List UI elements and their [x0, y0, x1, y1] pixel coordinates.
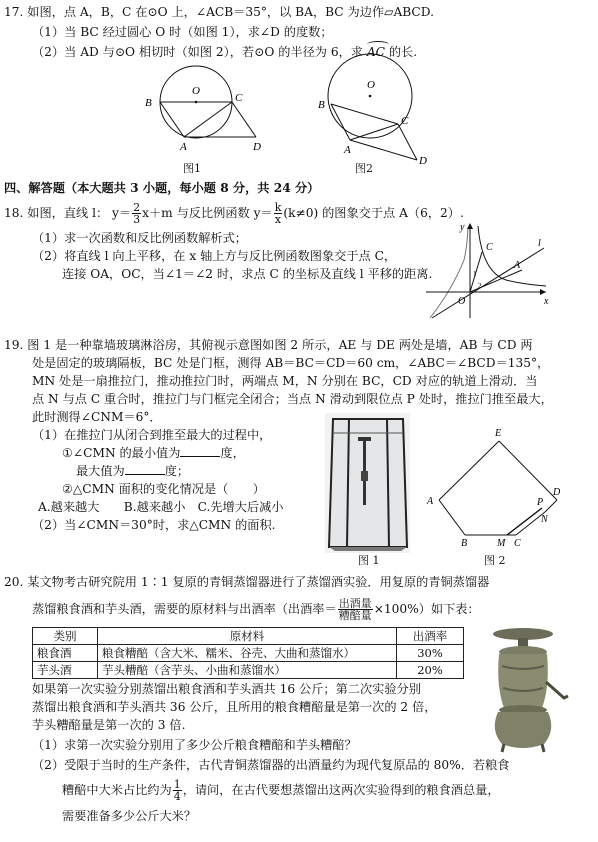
q17-fig2-caption: 图2 [355, 162, 373, 175]
q19-q1b-post: 度； [164, 464, 190, 478]
q20-cell: 芋头糟醅（含芋头、小曲和蒸馏水） [98, 662, 397, 679]
q18-point-c: C [486, 242, 493, 253]
fig2-label-c: C [401, 115, 409, 127]
q18-stem-c: (k≠0) 的图象交于点 A（6，2）. [283, 206, 464, 220]
q20-line2 [32, 594, 480, 624]
q20-line1: 20. 某文物考古研究院用 1∶1 复原的青铜蒸馏器进行了蒸馏酒实验．用复原的青铜蒸馏器 [4, 575, 490, 589]
q18-angle-2: 2 [478, 282, 482, 290]
q17-part2-end: 的长. [388, 45, 418, 59]
q18-frac-k-x [274, 202, 283, 225]
q18-axis-y: y [460, 222, 465, 233]
q20-table [32, 627, 464, 679]
section-4-title: 四、解答题（本大题共 3 小题，每小题 8 分，共 24 分） [4, 181, 320, 195]
q17-arc-mark [367, 41, 389, 48]
fig2-label-b: B [318, 99, 325, 111]
q18-part1: （1）求一次函数和反比例函数解析式； [32, 231, 247, 245]
q19-fig2-label-p: P [537, 497, 544, 508]
q20-cell: 粮食糟醅（含大米、糯米、谷壳、大曲和蒸馏水） [98, 645, 397, 662]
q20-line2-a: 蒸馏粮食酒和芋头酒，需要的原材料与出酒率（出酒率＝ [32, 602, 337, 616]
q19-fig2-label-m: M [497, 538, 506, 549]
q19-fig1-caption: 图 1 [358, 554, 380, 567]
q19-q1b [76, 463, 189, 479]
q20-th-material: 原材料 [98, 628, 397, 645]
q20-q2b-den: 4 [173, 790, 181, 803]
q20-line3: 如果第一次实验分别蒸馏出粮食酒和芋头酒共 16 公斤；第二次实验分别 [32, 682, 421, 696]
q19-q1b-pre: 最大值为 [76, 464, 125, 478]
q19-line1: 19. 图 1 是一种靠墙玻璃淋浴房，其俯视示意图如图 2 所示，AE 与 DE 两处是墙，AB 与 CD 两 [4, 338, 533, 352]
fig1-label-b: B [145, 97, 152, 109]
q20-q1: （1）求第一次实验分别用了多少公斤粮食糟醅和芋头糟醅？ [32, 738, 357, 752]
q17-figure-1 [140, 64, 280, 174]
q19-line5: 此时测得∠CNM＝6°． [32, 410, 162, 424]
q20-cell: 20% [397, 662, 464, 679]
q17-part1: （1）当 BC 经过圆心 O 时（如图 1），求∠D 的度数； [32, 25, 333, 39]
q19-line2: 处是固定的玻璃隔板，BC 处是门框，测得 AB＝BC＝CD＝60 cm，∠ABC＝∠BCD＝135°， [32, 356, 550, 370]
q19-fig2-caption: 图 2 [484, 554, 506, 567]
q19-blank-max[interactable] [125, 463, 165, 475]
q20-line4: 蒸馏出粮食酒和芋头酒共 36 公斤，且所用的粮食糟醅量是第一次的 2 倍， [32, 700, 437, 714]
q18-frac1-num: 2 [133, 201, 141, 214]
q20-table-header [33, 628, 464, 645]
fig1-label-d: D [253, 141, 261, 153]
q18-point-a: A [514, 260, 521, 271]
q18-angle-1: 1 [473, 270, 477, 278]
q20-q2b [62, 776, 500, 804]
q20-frac-den: 糟醅量 [338, 609, 372, 622]
q20-q2b-post: ，请问，在古代要想蒸馏出这两次实验得到的粮食酒总量， [182, 783, 500, 797]
q19-fig2-label-d: D [553, 487, 561, 498]
q20-q2b-pre: 糟醅中大米占比约为 [62, 783, 172, 797]
q20-th-rate: 出酒率 [397, 628, 464, 645]
q19-options: A.越来越大 B.越来越小 C.先增大后减小 [38, 500, 284, 514]
fig1-label-a: A [180, 141, 187, 153]
fig1-label-o: O [192, 85, 200, 97]
fig2-label-d: D [419, 155, 427, 167]
q20-cell: 芋头酒 [33, 662, 98, 679]
q19-q1a-pre: ①∠CMN 的最小值为 [62, 446, 181, 460]
q18-part2a: （2）将直线 l 向上平移，在 x 轴上方与反比例函数图象交于点 C， [32, 249, 397, 263]
q17-fig1-caption: 图1 [183, 162, 201, 175]
q19-fig2-label-c: C [514, 538, 521, 549]
q19-q2: （2）当∠CMN＝30°时，求△CMN 的面积. [32, 518, 276, 532]
q17-figure-2 [315, 52, 475, 167]
q19-figure-2 [425, 425, 565, 553]
q20-q2: （2）受限于当时的生产条件，古代青铜蒸馏器的出酒量约为现代复原品的 80%．若粮食 [32, 758, 510, 772]
q19-fig2-label-n: N [541, 514, 548, 525]
q19-q1a [62, 445, 245, 461]
q19-fig2-label-b: B [461, 538, 468, 549]
q17-stem: 17. 如图，点 A，B，C 在⊙O 上，∠ACB＝35°，以 BA，BC 为边作▱ABCD. [4, 5, 434, 19]
q18-stem-b: x＋m 与反比例函数 y＝ [142, 206, 273, 220]
q18-axis-x: x [544, 296, 549, 307]
q18-stem-a: 18. 如图，直线 l： y＝ [4, 206, 132, 220]
q20-cell: 30% [397, 645, 464, 662]
q18-frac2-den: x [274, 213, 282, 226]
q20-q2b-num: 1 [173, 778, 181, 791]
q19-q1c: ②△CMN 面积的变化情况是（ ） [62, 482, 265, 496]
q18-frac-2-3 [132, 202, 141, 225]
q20-frac-num: 出酒量 [338, 597, 372, 610]
q18-part2b: 连接 OA，OC，当∠1＝∠2 时，求点 C 的坐标及直线 l 平移的距离. [62, 267, 433, 281]
q20-frac-1-4 [173, 779, 182, 802]
q18-frac2-num: k [274, 201, 282, 214]
fig2-label-a: A [344, 144, 351, 156]
q20-cell: 粮食酒 [33, 645, 98, 662]
q19-shower-photo [325, 413, 410, 553]
fig2-label-o: O [367, 79, 375, 91]
q19-line4: 点 N 与点 C 重合时，推拉门与门框完全闭合；当点 N 滑动到限位点 P 处时，推拉门推至最大， [32, 392, 553, 406]
table-row [33, 645, 464, 662]
q20-q2c: 需要准备多少公斤大米？ [62, 809, 197, 823]
q18-stem [4, 201, 464, 225]
table-row [33, 662, 464, 679]
q18-origin: O [458, 296, 466, 307]
q20-bronze-distiller-photo [468, 626, 578, 754]
q19-fig2-label-e: E [495, 428, 502, 439]
q18-frac1-den: 3 [133, 213, 141, 226]
q19-line3: MN 处是一扇推拉门，推动推拉门时，两端点 M，N 分别在 BC，CD 对应的轨道上滑动．当 [32, 374, 538, 388]
q17-arc-label: AC [366, 45, 385, 59]
q20-line2-b: ×100%）如下表： [373, 602, 480, 616]
q20-th-category: 类别 [33, 628, 98, 645]
q19-q1: （1）在推拉门从闭合到推至最大的过程中， [32, 428, 272, 442]
q19-q1a-post: 度， [220, 446, 245, 460]
q19-blank-min[interactable] [180, 445, 220, 457]
q19-fig2-label-a: A [427, 496, 434, 507]
fig1-label-c: C [235, 92, 243, 104]
q18-graph [422, 220, 554, 320]
q20-rate-fraction [338, 598, 373, 621]
q20-line5: 芋头糟醅量是第一次的 3 倍. [32, 718, 186, 732]
q18-line-l: l [538, 238, 541, 249]
q17-part2-text: （2）当 AD 与⊙O 相切时（如图 2），若⊙O 的半径为 6，求 [32, 45, 363, 59]
